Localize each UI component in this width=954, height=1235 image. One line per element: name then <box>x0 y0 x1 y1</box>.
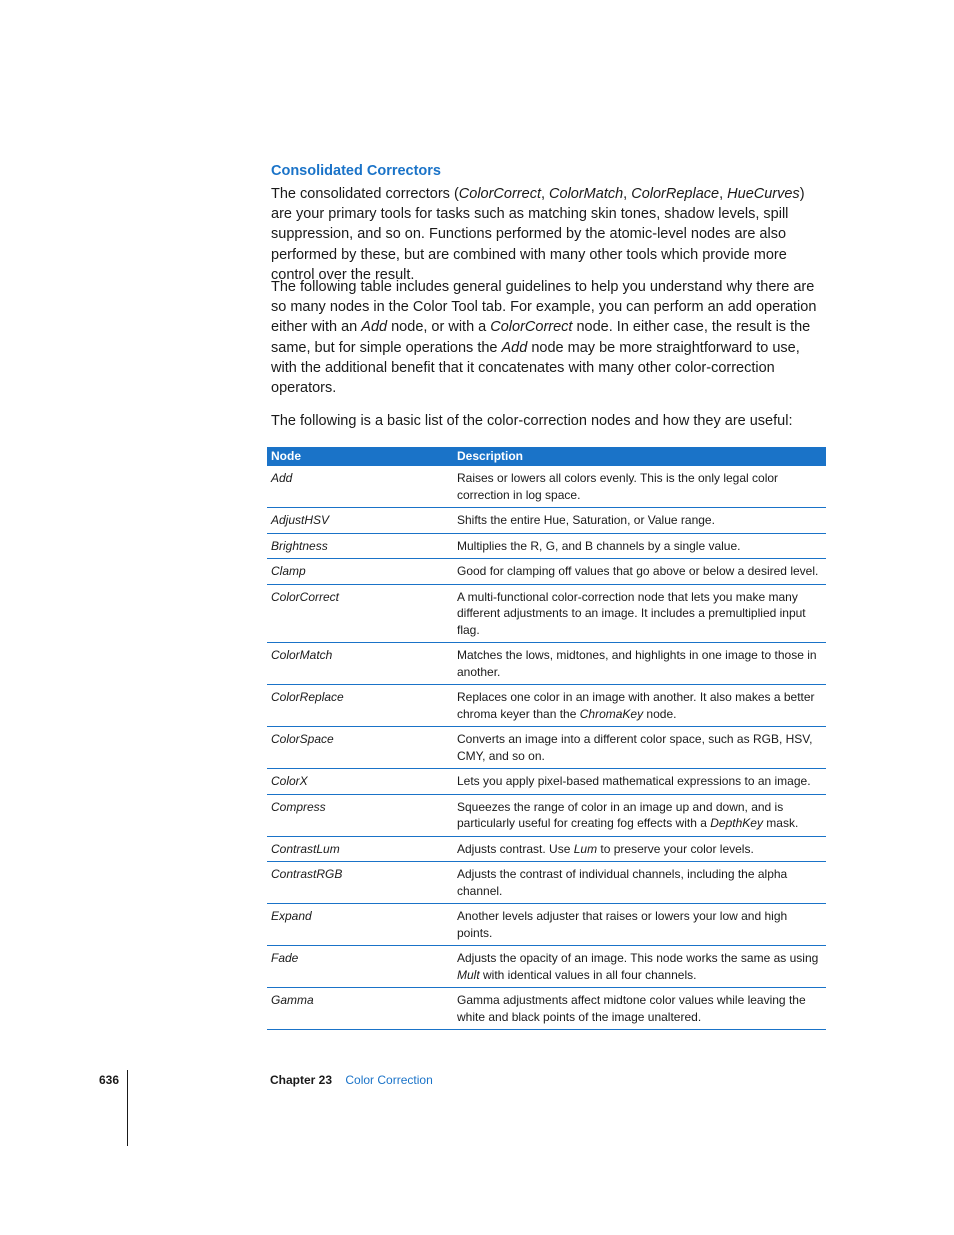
table-row <box>267 584 826 643</box>
table-row <box>267 836 826 862</box>
table-row <box>267 727 826 769</box>
chapter-label: Chapter 23 <box>270 1073 333 1087</box>
node-name-cell: ContrastLum <box>267 836 453 862</box>
table-row <box>267 946 826 988</box>
table-body <box>267 466 826 1030</box>
node-name-cell: Fade <box>267 946 453 988</box>
node-description-cell: Adjusts contrast. Use Lum to preserve your color levels. <box>453 836 826 862</box>
table-row <box>267 533 826 559</box>
node-description-cell: Replaces one color in an image with another. It also makes a better chroma keyer than the ChromaKey node. <box>453 685 826 727</box>
table-row <box>267 988 826 1030</box>
guidelines-paragraph: The following table includes general guidelines to help you understand why there are so many nodes in the Color Tool tab. For example, you can perform an add operation either with an Add node, or with a ColorCorrect node. In either case, the result is the same, but for simple operations the Add node may be more straightforward to use, with the additional benefit that it concatenates with many other color-correction operators. <box>271 279 817 397</box>
node-description-cell: Gamma adjustments affect midtone color values while leaving the white and black points of the image unaltered. <box>453 988 826 1030</box>
node-description-cell: Good for clamping off values that go above or below a desired level. <box>453 559 826 585</box>
node-name-cell: AdjustHSV <box>267 508 453 534</box>
footer-divider <box>127 1070 128 1146</box>
color-nodes-table <box>267 447 826 1030</box>
node-name-cell: ColorCorrect <box>267 584 453 643</box>
section-heading: Consolidated Correctors <box>271 163 441 179</box>
chapter-title[interactable]: Color Correction <box>345 1073 433 1087</box>
node-description-cell: Shifts the entire Hue, Saturation, or Value range. <box>453 508 826 534</box>
table-row <box>267 466 826 508</box>
header-node: Node <box>267 447 453 466</box>
node-name-cell: Compress <box>267 794 453 836</box>
table-row <box>267 769 826 795</box>
intro-paragraph: The consolidated correctors (ColorCorrect, ColorMatch, ColorReplace, HueCurves) are your primary tools for tasks such as matching skin tones, shadow levels, spill suppression, and so on. Functions performed by the atomic-level nodes are also performed by these, but are combined with many other tools which provide more control over the result. <box>271 186 805 283</box>
node-description-cell: Raises or lowers all colors evenly. This is the only legal color correction in log space. <box>453 466 826 508</box>
table-row <box>267 508 826 534</box>
node-name-cell: ColorMatch <box>267 643 453 685</box>
node-name-cell: ContrastRGB <box>267 862 453 904</box>
node-description-cell: Multiplies the R, G, and B channels by a single value. <box>453 533 826 559</box>
node-description-cell: Matches the lows, midtones, and highlights in one image to those in another. <box>453 643 826 685</box>
node-description-cell: Converts an image into a different color space, such as RGB, HSV, CMY, and so on. <box>453 727 826 769</box>
page-number: 636 <box>99 1073 120 1087</box>
table-row <box>267 559 826 585</box>
table-row <box>267 904 826 946</box>
node-description-cell: Adjusts the contrast of individual channels, including the alpha channel. <box>453 862 826 904</box>
node-description-cell: Another levels adjuster that raises or lowers your low and high points. <box>453 904 826 946</box>
table-row <box>267 643 826 685</box>
node-name-cell: Brightness <box>267 533 453 559</box>
node-name-cell: ColorX <box>267 769 453 795</box>
node-name-cell: Expand <box>267 904 453 946</box>
table-header-row <box>267 447 826 466</box>
header-description: Description <box>453 447 826 466</box>
node-description-cell: Squeezes the range of color in an image up and down, and is particularly useful for creating fog effects with a DepthKey mask. <box>453 794 826 836</box>
node-description-cell: A multi-functional color-correction node that lets you make many different adjustments to an image. It includes a premultiplied input flag. <box>453 584 826 643</box>
node-name-cell: Clamp <box>267 559 453 585</box>
node-name-cell: ColorSpace <box>267 727 453 769</box>
table-row <box>267 685 826 727</box>
list-intro-paragraph: The following is a basic list of the color-correction nodes and how they are useful: <box>271 413 793 429</box>
node-name-cell: Gamma <box>267 988 453 1030</box>
table-row <box>267 794 826 836</box>
node-description-cell: Adjusts the opacity of an image. This node works the same as using Mult with identical values in all four channels. <box>453 946 826 988</box>
chapter-footer <box>270 1073 433 1087</box>
node-name-cell: Add <box>267 466 453 508</box>
table-row <box>267 862 826 904</box>
node-name-cell: ColorReplace <box>267 685 453 727</box>
node-description-cell: Lets you apply pixel-based mathematical expressions to an image. <box>453 769 826 795</box>
